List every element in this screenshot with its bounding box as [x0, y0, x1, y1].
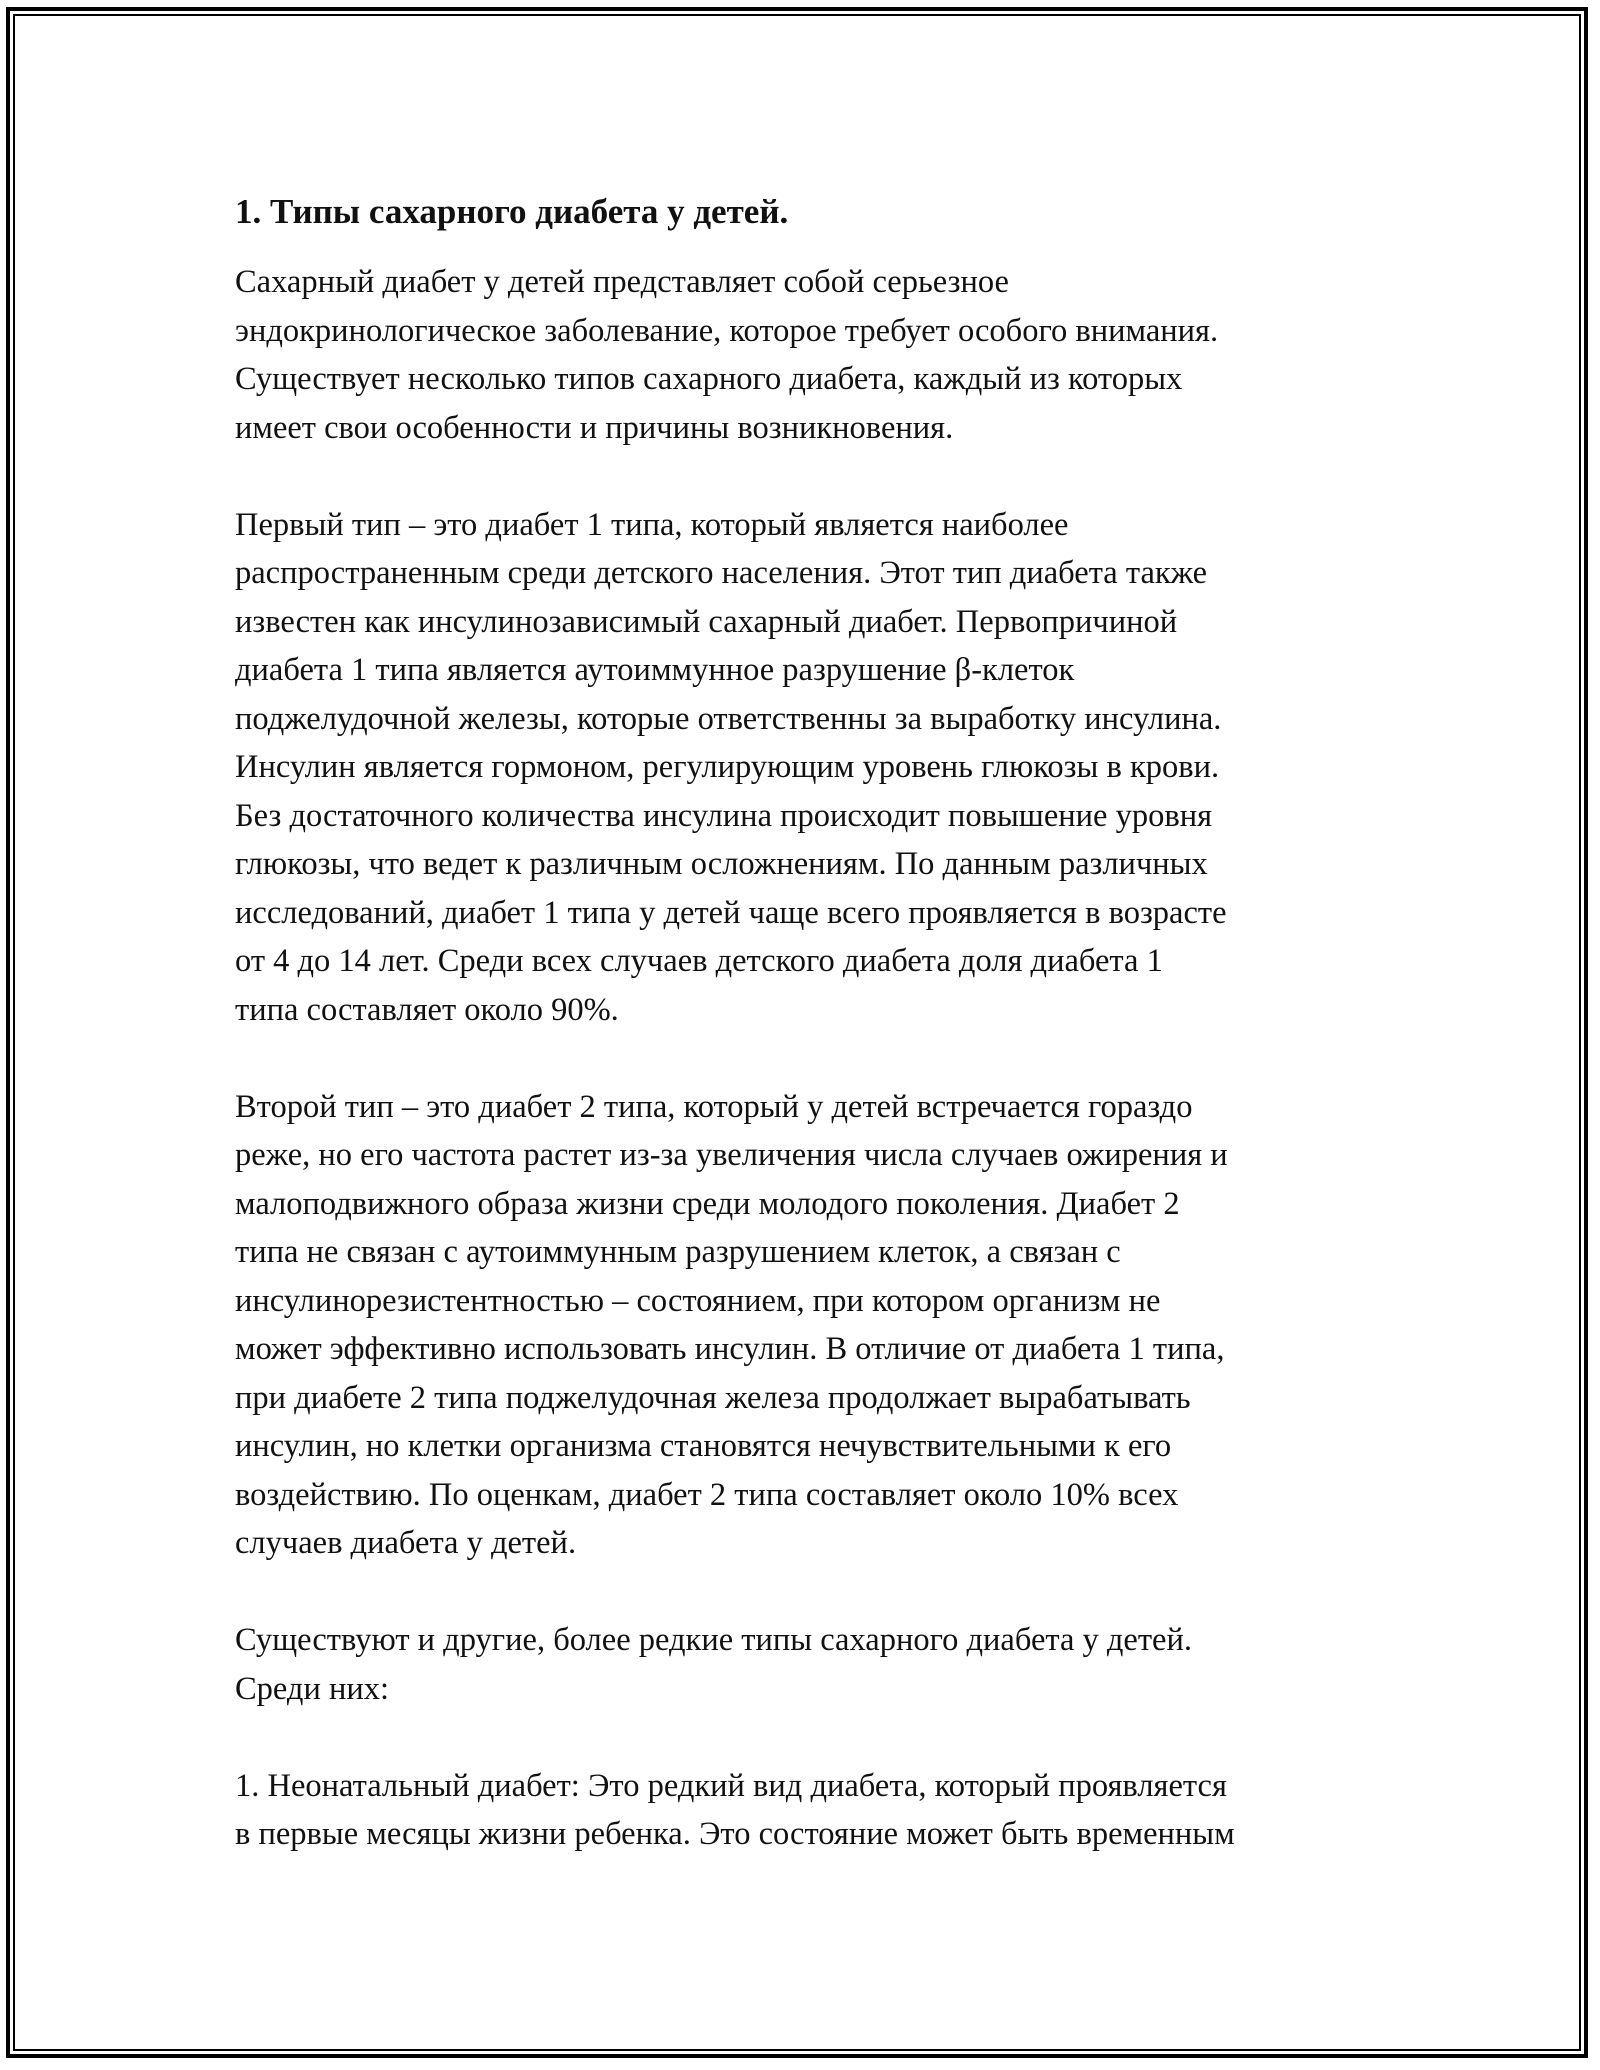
paragraph-neonatal: 1. Неонатальный диабет: Это редкий вид диабета, который проявляется в первые месяцы жизни ребенка. Это состояние может быть временным	[235, 1767, 1235, 1852]
document-body	[235, 258, 1385, 1859]
document-page	[235, 188, 1385, 1907]
section-heading: 1. Типы сахарного диабета у детей.	[235, 192, 789, 231]
paragraph-type-2: Второй тип – это диабет 2 типа, который у детей встречается гораздо реже, но его частота растет из-за увеличения числа случаев ожирения и малоподвижного образа жизни среди молодого поколения. Диабет 2 типа не связан с аутоиммунным разрушением клеток, а связан с инсулинорезистентностью – состоянием, при котором организм не может эффективно использовать инсулин. В отличие от диабета 1 типа, при диабете 2 типа поджелудочная железа продолжает вырабатывать инсулин, но клетки организма становятся нечувствительными к его воздействию. По оценкам, диабет 2 типа составляет около 10% всех случаев диабета у детей.	[235, 1088, 1228, 1561]
paragraph-type-1: Первый тип – это диабет 1 типа, который является наиболее распространенным среди детского населения. Этот тип диабета также известен как инсулинозависимый сахарный диабет. Первопричиной диабета 1 типа является аутоиммунное разрушение β-клеток поджелудочной железы, которые ответственны за выработку инсулина. Инсулин является гормоном, регулирующим уровень глюкозы в крови. Без достаточного количества инсулина происходит повышение уровня глюкозы, что ведет к различным осложнениям. По данным различных исследований, диабет 1 типа у детей чаще всего проявляется в возрасте от 4 до 14 лет. Среди всех случаев детского диабета доля диабета 1 типа составляет около 90%.	[235, 506, 1227, 1028]
paragraph-other-types: Существуют и другие, более редкие типы сахарного диабета у детей. Среди них:	[235, 1622, 1193, 1707]
paragraph-intro: Сахарный диабет у детей представляет собой серьезное эндокринологическое заболевание, которое требует особого внимания. Существует несколько типов сахарного диабета, каждый из которых имеет свои особенности и причины возникновения.	[235, 264, 1219, 446]
